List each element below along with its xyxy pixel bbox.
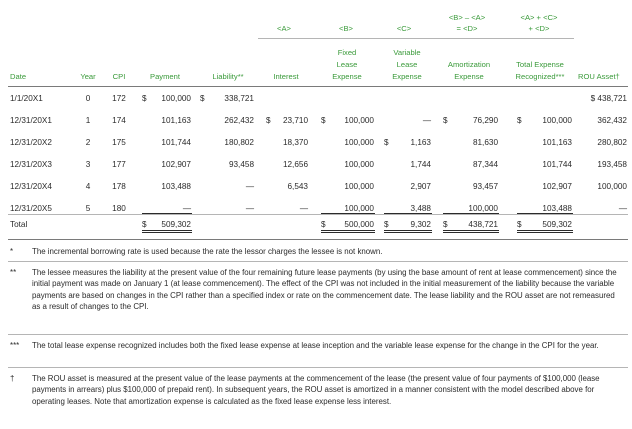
cell-variable: 3,488	[410, 204, 431, 213]
cell-fixed: 100,000	[344, 116, 374, 125]
cell-rou: 193,458	[597, 160, 627, 169]
cell-year: 5	[85, 204, 91, 213]
cell-rou: 280,802	[597, 138, 627, 147]
formula-header-d-line2: = <D>	[456, 24, 478, 33]
formula-header-e-line2: + <D>	[528, 24, 550, 33]
cell-amort: 100,000	[468, 204, 498, 213]
cell-cpi: 178	[112, 182, 126, 191]
cell-rou: 362,432	[597, 116, 627, 125]
header-fixed-line2: Lease	[336, 60, 358, 69]
cell-liability: —	[245, 204, 254, 213]
formula-header-b: <B>	[339, 24, 353, 33]
footnote-text: The lessee measures the liability at the present value of the four remaining future lease payments (by using the base amount of rent at lease commencement) since the initial payment was made on January 1 (at lease commencement). The effect of the CPI was not included in the initial measurement of the liability because the variable payments are based on changes in the CPI rather than a specified index or rate on the commencement date. The lease liability and the ROU asset are not remeasured as a result of changes to the CPI.	[32, 268, 617, 311]
cell-fixed: 100,000	[344, 138, 374, 147]
cell-date: 12/31/20X4	[10, 182, 52, 191]
cell-rou: $ 438,721	[590, 94, 627, 103]
total-fixed: 500,000	[344, 220, 374, 229]
header-fixed-line1: Fixed	[337, 48, 357, 57]
cell-cpi: 177	[112, 160, 126, 169]
total-payment-double-underline	[142, 230, 192, 233]
total-payment: 509,302	[161, 220, 191, 229]
cell-liability: 180,802	[224, 138, 254, 147]
header-year: Year	[80, 72, 96, 81]
formula-header-d-line1: <B> – <A>	[448, 13, 486, 22]
header-rou-asset: ROU Asset†	[578, 72, 620, 81]
cell-total: 103,488	[542, 204, 572, 213]
cell-variable: 1,163	[410, 138, 431, 147]
cell-amort: 93,457	[472, 182, 498, 191]
cell-cpi: 174	[112, 116, 126, 125]
cell-fixed-sym: $	[321, 116, 326, 125]
header-cpi: CPI	[112, 72, 126, 81]
cell-rou: 100,000	[597, 182, 627, 191]
cell-liability: 338,721	[224, 94, 254, 103]
cell-payment: 103,488	[161, 182, 191, 191]
header-interest: Interest	[273, 72, 299, 81]
header-payment: Payment	[150, 72, 180, 81]
formula-header-c: <C>	[396, 24, 412, 33]
header-amortization-line2: Expense	[454, 72, 484, 81]
cell-interest: —	[299, 204, 308, 213]
header-fixed-line3: Expense	[332, 72, 362, 81]
cell-date: 1/1/20X1	[10, 94, 43, 103]
cell-interest-sym: $	[266, 116, 271, 125]
cell-total: 100,000	[542, 116, 572, 125]
cell-variable: 1,744	[410, 160, 431, 169]
total-amortization-symbol: $	[443, 220, 448, 229]
total-amortization-double-underline	[443, 230, 499, 233]
cell-date: 12/31/20X3	[10, 160, 52, 169]
total-expense: 509,302	[542, 220, 572, 229]
cell-interest: 23,710	[282, 116, 308, 125]
header-variable-line1: Variable	[393, 48, 421, 57]
cell-amort: 81,630	[472, 138, 498, 147]
formula-header-a: <A>	[277, 24, 291, 33]
cell-date: 12/31/20X5	[10, 204, 52, 213]
cell-payment: 100,000	[161, 94, 191, 103]
cell-year: 3	[85, 160, 91, 169]
footnote-symbol: ***	[10, 341, 20, 350]
cell-fixed: 100,000	[344, 204, 374, 213]
footnote-symbol: †	[10, 374, 15, 383]
footnote-divider	[8, 334, 628, 335]
cell-year: 1	[85, 116, 91, 125]
total-expense-double-underline	[517, 230, 573, 233]
formula-header-e-line1: <A> + <C>	[520, 13, 558, 22]
cell-payment: 101,744	[161, 138, 191, 147]
header-total-line2: Recognized***	[515, 72, 565, 81]
cell-amort-sym: $	[443, 116, 448, 125]
cell-variable: 2,907	[410, 182, 431, 191]
cell-variable: —	[422, 116, 431, 125]
footnote-symbol: *	[10, 247, 14, 256]
cell-cpi: 175	[112, 138, 126, 147]
header-total-line1: Total Expense	[516, 60, 564, 69]
total-fixed-symbol: $	[321, 220, 326, 229]
formula-header-rule	[258, 38, 574, 39]
cell-fixed: 100,000	[344, 182, 374, 191]
cell-date: 12/31/20X2	[10, 138, 52, 147]
cell-interest: 12,656	[282, 160, 308, 169]
footnote-text: The incremental borrowing rate is used because the rate the lessor charges the lessee is not known.	[32, 247, 383, 256]
cell-fixed: 100,000	[344, 160, 374, 169]
cell-variable-sym: $	[384, 138, 389, 147]
footnote-symbol: **	[10, 268, 17, 277]
cell-total: 101,163	[542, 138, 572, 147]
cell-year: 4	[85, 182, 91, 191]
cell-liability: —	[245, 182, 254, 191]
header-date: Date	[10, 72, 27, 81]
footnote-text: The ROU asset is measured at the present value of the lease payments at the commencement of the lease (the present value of four payments of $100,000 (lease payments in arrears) plus $100,000 of prepaid rent). In subsequent years, the ROU asset is amortized in a manner consistent with the model described above for operating leases. Note that amortization expense is calculated as the fixed lease expense less interest.	[32, 374, 600, 406]
cell-year: 2	[85, 138, 91, 147]
total-variable: 9,302	[410, 220, 431, 229]
cell-interest: 6,543	[287, 182, 308, 191]
cell-payment: 101,163	[161, 116, 191, 125]
cell-date: 12/31/20X1	[10, 116, 52, 125]
cell-payment-sym: $	[142, 94, 147, 103]
cell-year: 0	[85, 94, 91, 103]
total-rule	[8, 239, 628, 240]
footnote-text: The total lease expense recognized includes both the fixed lease expense at lease inception and the variable lease expense for the change in the CPI for the year.	[32, 341, 599, 350]
header-rule	[8, 86, 628, 87]
cell-rou: —	[618, 204, 627, 213]
total-variable-symbol: $	[384, 220, 389, 229]
total-expense-symbol: $	[517, 220, 522, 229]
header-variable-line2: Lease	[396, 60, 418, 69]
total-amortization: 438,721	[468, 220, 498, 229]
cell-liability: 262,432	[224, 116, 254, 125]
cell-interest: 18,370	[282, 138, 308, 147]
cell-cpi: 172	[112, 94, 126, 103]
cell-amort: 87,344	[472, 160, 498, 169]
cell-payment: 102,907	[161, 160, 191, 169]
cell-liability: 93,458	[228, 160, 254, 169]
footnote-divider	[8, 261, 628, 262]
footnote-divider	[8, 367, 628, 368]
total-variable-double-underline	[384, 230, 432, 233]
cell-cpi: 180	[112, 204, 126, 213]
total-fixed-double-underline	[321, 230, 375, 233]
cell-payment: —	[182, 204, 191, 213]
header-variable-line3: Expense	[392, 72, 422, 81]
cell-total-sym: $	[517, 116, 522, 125]
header-liability: Liability**	[212, 72, 244, 81]
header-amortization-line1: Amortization	[447, 60, 491, 69]
total-payment-symbol: $	[142, 220, 147, 229]
total-label: Total	[10, 220, 28, 229]
cell-liability-sym: $	[200, 94, 205, 103]
cell-amort: 76,290	[472, 116, 498, 125]
cell-total: 101,744	[542, 160, 572, 169]
cell-total: 102,907	[542, 182, 572, 191]
body-rule	[8, 214, 628, 215]
